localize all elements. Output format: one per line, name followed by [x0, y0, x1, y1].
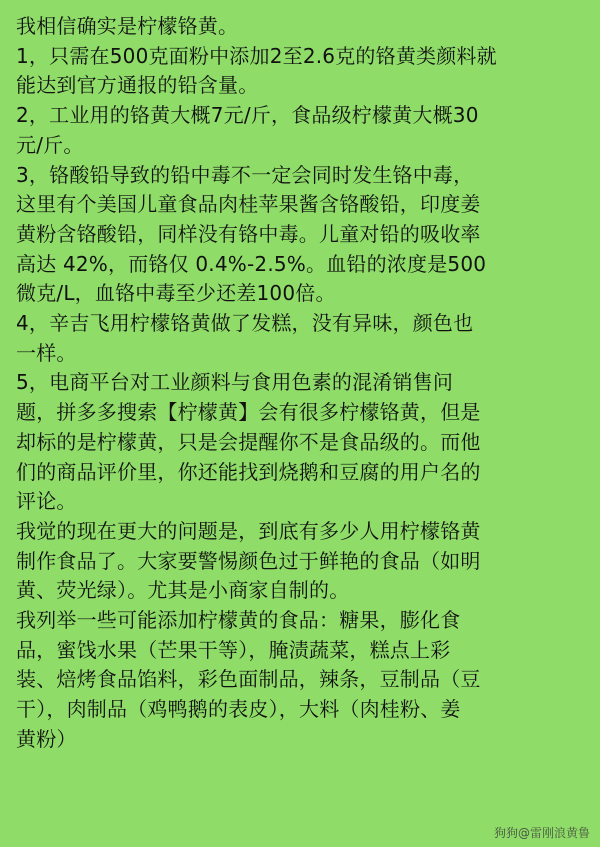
message-line: 4，辛吉飞用柠檬铬黄做了发糕，没有异味，颜色也 [16, 311, 474, 336]
message-line: 这里有个美国儿童食品肉桂苹果酱含铬酸铅，印度姜 [16, 192, 481, 217]
message-line: 元/斤。 [16, 132, 84, 157]
message-line: 却标的是柠檬黄，只是会提醒你不是食品级的。而他 [16, 429, 481, 454]
message-line: 黄、荧光绿）。尤其是小商家自制的。 [16, 578, 350, 603]
message-line: 黄粉含铬酸铅，同样没有铬中毒。儿童对铅的吸收率 [16, 221, 481, 246]
message-line: 制作食品了。大家要警惕颜色过于鲜艳的食品（如明 [16, 548, 481, 573]
message-line: 题，拼多多搜索【柠檬黄】会有很多柠檬铬黄，但是 [16, 400, 481, 425]
message-line: 2，工业用的铬黄大概7元/斤，食品级柠檬黄大概30 [16, 103, 479, 128]
message-line: 干），肉制品（鸡鸭鹅的表皮），大料（肉桂粉、姜 [16, 697, 461, 722]
message-line: 微克/L，血铬中毒至少还差100倍。 [16, 281, 336, 306]
message-line: 3，铬酸铅导致的铅中毒不一定会同时发生铬中毒， [16, 162, 474, 187]
message-line: 能达到官方通报的铅含量。 [16, 73, 259, 98]
message-line: 我相信确实是柠檬铬黄。 [16, 14, 239, 38]
message-line: 黄粉） [16, 726, 77, 751]
message-line: 我觉的现在更大的问题是，到底有多少人用柠檬铬黄 [16, 518, 481, 543]
message-line: 评论。 [16, 489, 77, 514]
message-line: 5，电商平台对工业颜料与食用色素的混淆销售问 [16, 370, 454, 395]
message-line: 一样。 [16, 340, 77, 365]
message-line: 们的商品评价里，你还能找到烧鹅和豆腐的用户名的 [16, 459, 481, 484]
watermark-text: 狗狗@雷刚浪黄鲁 [493, 826, 590, 840]
message-line: 装、焙烤食品馅料，彩色面制品，辣条，豆制品（豆 [16, 667, 481, 692]
message-line: 我列举一些可能添加柠檬黄的食品：糖果，膨化食 [16, 608, 461, 633]
message-line: 高达 42%，而铬仅 0.4%-2.5%。血铅的浓度是500 [16, 251, 487, 276]
message-line: 品，蜜饯水果（芒果干等），腌渍蔬菜，糕点上彩 [16, 637, 451, 662]
message-line: 1，只需在500克面粉中添加2至2.6克的铬黄类颜料就 [16, 43, 497, 68]
